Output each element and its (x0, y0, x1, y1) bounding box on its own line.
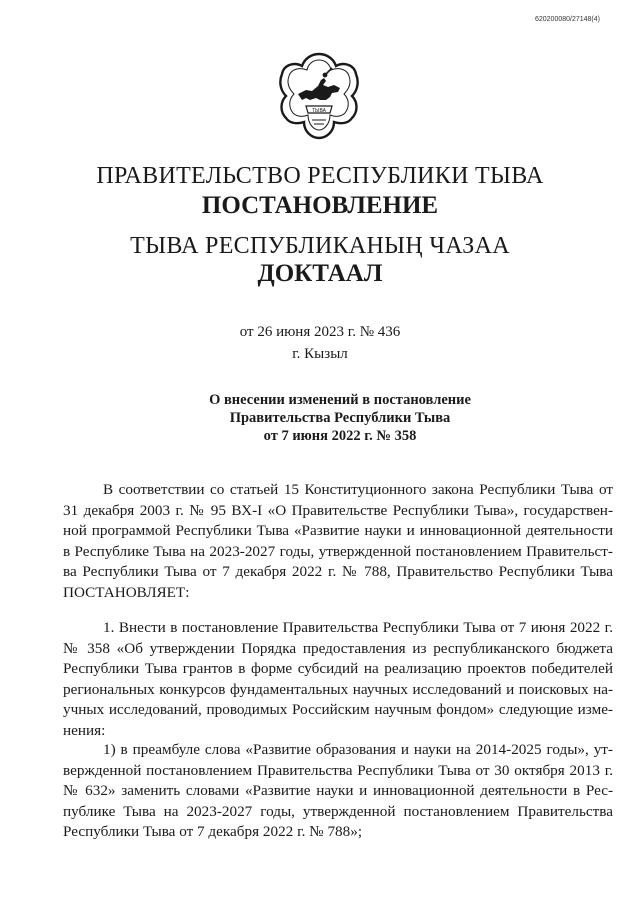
text-line: 1. Внести в постановление Правительства Республики Тыва от 7 июня 2022 г. (103, 619, 613, 636)
text-line: нения: (63, 721, 106, 739)
preamble-paragraph (63, 480, 613, 603)
text-line: № 358 «Об утверждении Порядка предоставления из республиканского бюджета (63, 639, 613, 657)
decree-title-tuv: ДОКТААЛ (257, 260, 383, 287)
text-line: ПОСТАНОВЛЯЕТ: (63, 583, 190, 601)
decree-date-number: от 26 июня 2023 г. № 436 (239, 324, 401, 340)
text-line: в Республике Тыва на 2023-2027 годы, утвержденной постановлением Правительст- (63, 542, 613, 560)
tuva-coat-of-arms-icon (276, 50, 362, 142)
text-line: 31 декабря 2003 г. № 95 ВХ-I «О Правительстве Республики Тыва», государствен- (63, 501, 613, 519)
text-line: ва Республики Тыва от 7 декабря 2022 г. № 788, Правительство Республики Тыва (63, 563, 613, 580)
text-line: Республики Тыва от 7 декабря 2022 г. № 788»; (63, 823, 363, 840)
subject-line: О внесении изменений в постановление (209, 392, 471, 408)
text-line: 1) в преамбуле слова «Развитие образования и науки на 2014-2025 годы», ут- (103, 741, 613, 758)
decree-subject-title (20, 391, 640, 445)
text-line: учных исследований, проводимых Российским научным фондом» следующие изме- (63, 701, 613, 718)
item-1-paragraph (63, 618, 613, 741)
text-line: № 632» заменить словами «Развитие науки и инновационной деятельности в Рес- (63, 782, 613, 799)
text-line: публике Тыва на 2023-2027 годы, утвержденной постановлением Правительства (63, 802, 613, 820)
document-id: 620200080/27148(4) (534, 16, 600, 23)
decree-city: г. Кызыл (292, 346, 348, 362)
text-line: Республики Тыва грантов в форме субсидий на реализацию проектов победителей (63, 660, 613, 677)
subject-line: от 7 июня 2022 г. № 358 (263, 428, 417, 444)
subject-line: Правительства Республики Тыва (229, 410, 451, 426)
government-title-ru: ПРАВИТЕЛЬСТВО РЕСПУБЛИКИ ТЫВА (96, 163, 544, 189)
svg-text:ТЫВА: ТЫВА (312, 108, 326, 114)
text-line: региональных конкурсов фундаментальных научных исследований и поисковых на- (63, 680, 613, 698)
government-title-tuv: ТЫВА РЕСПУБЛИКАНЫҢ ЧАЗАА (130, 233, 510, 259)
text-line: вержденной постановлением Правительства Республики Тыва от 30 октября 2013 г. (63, 761, 613, 779)
text-line: В соответствии со статьей 15 Конституционного закона Республики Тыва от (103, 481, 613, 498)
decree-title-ru: ПОСТАНОВЛЕНИЕ (201, 192, 439, 219)
item-1-1-paragraph (63, 740, 613, 843)
text-line: ной программой Республики Тыва «Развитие науки и инновационной деятельности (63, 522, 613, 539)
